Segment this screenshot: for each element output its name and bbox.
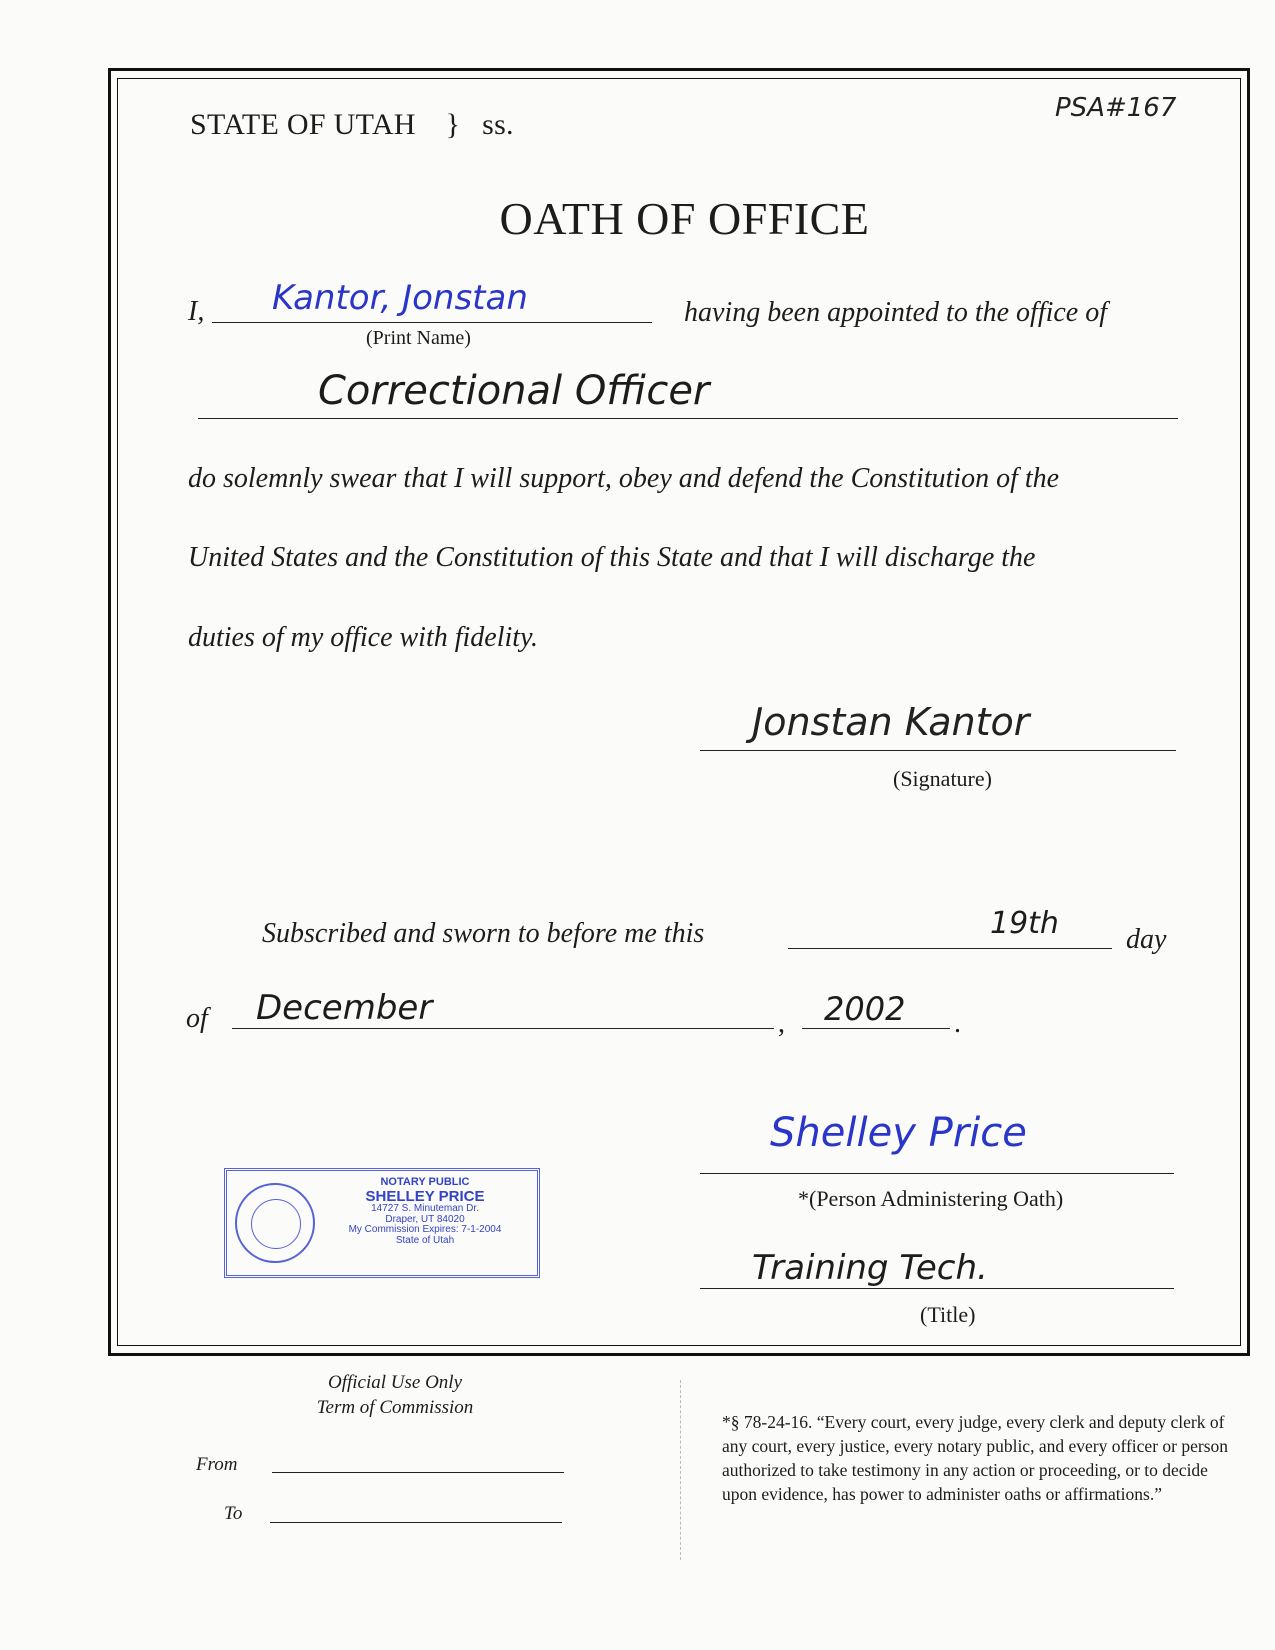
print-name-value: Kantor, Jonstan xyxy=(272,278,528,318)
signature-label: (Signature) xyxy=(893,766,992,791)
oath-intro: I, xyxy=(188,296,205,327)
brace-glyph: } xyxy=(445,108,461,141)
state-heading xyxy=(190,108,514,142)
administrator-line xyxy=(700,1173,1174,1174)
administrator-signature: Shelley Price xyxy=(770,1110,1027,1156)
to-label: To xyxy=(224,1503,243,1524)
stamp-notary-name: SHELLEY PRICE xyxy=(365,1187,485,1205)
title-line xyxy=(700,1288,1174,1289)
stamp-state: State of Utah xyxy=(395,1234,455,1246)
from-line xyxy=(272,1472,564,1473)
office-value: Correctional Officer xyxy=(318,368,710,414)
state-name: STATE OF UTAH xyxy=(190,108,416,141)
notary-stamp xyxy=(224,1168,540,1278)
stamp-address-1: 14727 S. Minuteman Dr. xyxy=(371,1203,479,1215)
from-label: From xyxy=(196,1454,238,1475)
oath-line-3: duties of my office with fidelity. xyxy=(188,622,538,653)
officer-signature: Jonstan Kantor xyxy=(752,700,1030,744)
inner-border xyxy=(117,78,1241,1346)
day-value: 19th xyxy=(990,906,1059,941)
year-line xyxy=(802,1028,950,1029)
print-name-line xyxy=(212,322,652,323)
to-line xyxy=(270,1522,562,1523)
page-title: OATH OF OFFICE xyxy=(499,193,870,244)
day-line xyxy=(788,948,1112,949)
month-line xyxy=(232,1028,774,1029)
term-heading: Term of Commission xyxy=(316,1397,474,1418)
oath-line-2: United States and the Constitution of this State and that I will discharge the xyxy=(188,542,1036,573)
title-value: Training Tech. xyxy=(752,1248,988,1288)
ss-label: ss. xyxy=(482,108,514,141)
psa-annotation: PSA#167 xyxy=(1055,93,1177,123)
oath-line-1: do solemnly swear that I will support, obey and defend the Constitution of the xyxy=(188,463,1060,494)
stamp-notary-public: NOTARY PUBLIC xyxy=(380,1176,470,1188)
appointed-text: having been appointed to the office of xyxy=(684,297,1108,328)
stamp-commission: My Commission Expires: 7-1-2004 xyxy=(348,1224,502,1236)
administrator-label: *(Person Administering Oath) xyxy=(798,1186,1064,1211)
signature-line xyxy=(700,750,1176,751)
print-name-label: (Print Name) xyxy=(366,327,471,349)
day-label: day xyxy=(1126,924,1167,955)
subscribed-text: Subscribed and sworn to before me this xyxy=(262,918,705,949)
of-label: of xyxy=(186,1003,208,1034)
month-value: December xyxy=(256,988,433,1028)
office-line xyxy=(198,418,1178,419)
official-use-heading: Official Use Only xyxy=(327,1372,463,1393)
statute-footnote: *§ 78-24-16. “Every court, every judge, every clerk and deputy clerk of any court, every justice, every notary public, and every officer or person authorized to take testimony in any action or proceeding, or to decide upon evidence, has power to administer oaths or affirmations.” xyxy=(722,1412,1229,1505)
column-divider xyxy=(680,1380,681,1560)
stamp-address-2: Draper, UT 84020 xyxy=(385,1213,465,1225)
comma-glyph: , xyxy=(778,1008,785,1039)
year-value: 2002 xyxy=(824,990,906,1028)
period-glyph: . xyxy=(954,1008,961,1039)
title-label: (Title) xyxy=(920,1302,976,1327)
state-seal-icon xyxy=(235,1183,315,1263)
